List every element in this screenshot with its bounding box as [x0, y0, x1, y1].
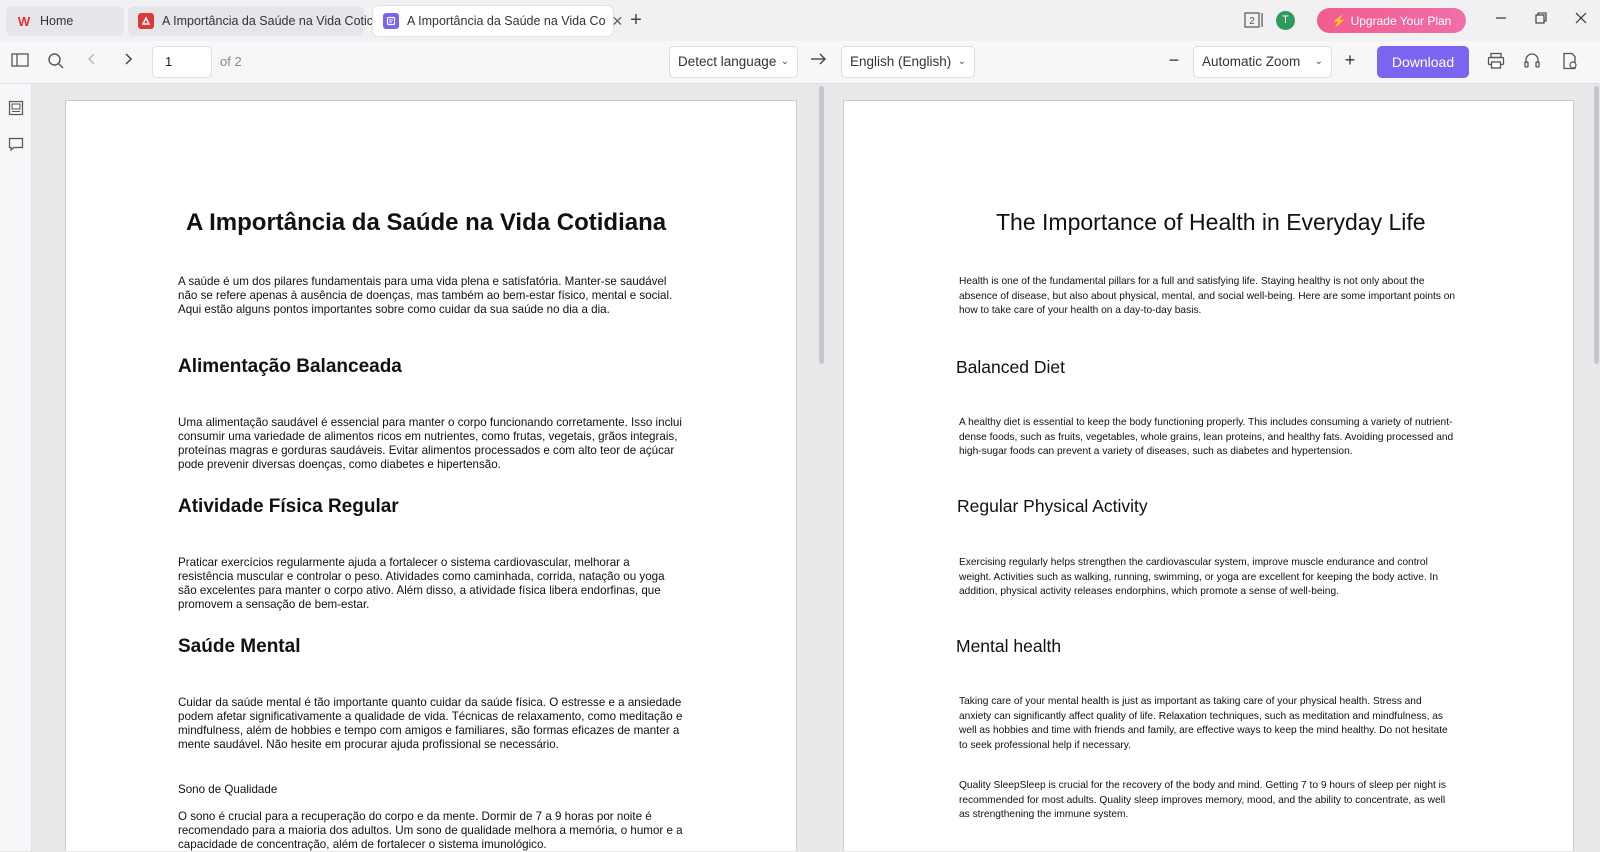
section-heading: Atividade Física Regular [178, 496, 399, 517]
pdf-icon [138, 13, 154, 29]
left-rail [0, 84, 32, 851]
section-paragraph: A healthy diet is essential to keep the body functioning properly. This includes consuming a variety of nutrient-dense foods, such as fruits, vegetables, whole grains, lean proteins, and healthy fats. Avoiding processed and high-sugar foods can prevent a variety of diseases, such as diabetes and hypertension. [959, 417, 1454, 457]
next-page-icon[interactable] [118, 52, 138, 72]
zoom-value: Automatic Zoom [1202, 54, 1301, 69]
chevron-down-icon: ⌄ [957, 56, 966, 67]
lightning-icon: ⚡ [1331, 13, 1347, 28]
zoom-in-button[interactable]: + [1344, 50, 1356, 70]
tab-label: A Importância da Saúde na Vida Cotic [162, 14, 374, 28]
print-icon[interactable] [1486, 52, 1506, 72]
comment-icon[interactable] [8, 136, 24, 152]
section-heading: Regular Physical Activity [957, 496, 1148, 516]
intro-paragraph: Health is one of the fundamental pillars for a full and satisfying life. Staying healthy is not only about the absence of disease, but also about physical, mental, and social well-being. Here are some important points on how to take care of your health on a day-to-day basis. [959, 276, 1456, 316]
page-badge-number: 2 [1249, 16, 1255, 27]
intro-paragraph: A saúde é um dos pilares fundamentais para uma vida plena e satisfatória. Manter-se saudável não se refere apenas à ausência de doenças, mas também ao bem-estar físico, mental e social. Aqui estão alguns pontos importantes sobre como cuidar da sua saúde no dia a dia. [178, 275, 673, 316]
source-language-value: Detect language [678, 54, 777, 69]
upgrade-plan-button[interactable] [1317, 8, 1466, 33]
translate-doc-icon [383, 13, 399, 29]
sidebar-toggle-icon[interactable] [10, 52, 30, 72]
section-paragraph: Praticar exercícios regularmente ajuda a fortalecer o sistema cardiovascular, melhorar a resistência muscular e controlar o peso. Atividades como caminhada, corrida, natação ou yoga são excelentes para manter o corpo ativo. Além disso, a atividade física libera endorfinas, que promovem a sensação de bem-estar. [178, 556, 665, 611]
left-scrollbar[interactable] [819, 86, 824, 364]
section-paragraph: Uma alimentação saudável é essencial para manter o corpo funcionando corretamente. Isso inclui consumir uma variedade de alimentos ricos em nutrientes, como frutas, vegetais, grãos integrais, proteínas magras e gorduras saudáveis. Evitar alimentos processados e com alto teor de açúcar pode prevenir diversas doenças, como diabetes e hipertensão. [178, 416, 682, 471]
section-heading: Alimentação Balanceada [178, 356, 402, 377]
avatar[interactable]: T [1276, 11, 1295, 30]
tab-label: A Importância da Saúde na Vida Co [407, 14, 606, 28]
sleep-paragraph: O sono é crucial para a recuperação do corpo e da mente. Dormir de 7 a 9 horas por noite é recomendado para a maioria dos adultos. Um sono de qualidade melhora a memória, o humor e a capacidade de concentração, além de fortalecer o sistema imunológico. [178, 810, 683, 851]
page-total: of 2 [220, 54, 242, 69]
source-language-select[interactable] [669, 46, 798, 78]
close-window-icon[interactable] [1571, 10, 1591, 30]
tab-original-document[interactable] [128, 6, 374, 36]
translated-document-page [843, 100, 1574, 851]
document-settings-icon[interactable] [1560, 52, 1580, 72]
search-icon[interactable] [46, 52, 66, 72]
document-title: The Importance of Health in Everyday Life [996, 209, 1426, 235]
chevron-down-icon: ⌄ [1314, 56, 1323, 67]
original-document-page [65, 100, 797, 851]
section-heading: Mental health [956, 636, 1062, 656]
document-title: A Importância da Saúde na Vida Cotidiana [186, 209, 667, 236]
restore-icon[interactable] [1531, 10, 1551, 30]
tab-home[interactable] [6, 6, 124, 36]
zoom-out-button[interactable]: − [1168, 50, 1180, 70]
wps-logo-icon: W [17, 13, 31, 29]
close-tab-icon[interactable]: ✕ [611, 12, 624, 29]
download-button[interactable]: Download [1377, 46, 1469, 78]
tab-label: Home [40, 14, 74, 28]
section-paragraph: Taking care of your mental health is just as important as taking care of your physical health. Stress and anxiety can significantly affect quality of life. Relaxation techniques, such as meditation and mindfulness, as well as hobbies and time with friends and family, are effective ways to keep the mind healthy. Do not hesitate to seek professional help if necessary. [959, 696, 1448, 751]
chevron-down-icon: ⌄ [780, 56, 789, 67]
tab-bar [0, 0, 1600, 41]
zoom-select[interactable] [1193, 46, 1332, 78]
new-tab-icon[interactable]: + [630, 9, 642, 31]
sleep-paragraph: Quality SleepSleep is crucial for the recovery of the body and mind. Getting 7 to 9 hours of sleep per night is recommended for most adults. Quality sleep improves memory, mood, and the ability to concentrate, as well as strengthening the immune system. [959, 780, 1447, 820]
section-paragraph: Exercising regularly helps strengthen the cardiovascular system, improve muscle endurance and control weight. Activities such as walking, running, swimming, or yoga are excellent for keeping the body active. In addition, physical activity releases endorphins, which promote a sense of well-being. [959, 557, 1439, 597]
right-scrollbar[interactable] [1594, 86, 1599, 364]
viewer-toolbar [0, 41, 1600, 84]
section-heading: Balanced Diet [956, 357, 1065, 377]
sleep-heading: Sono de Qualidade [178, 783, 278, 796]
target-language-select[interactable] [841, 46, 975, 78]
tab-translated-document[interactable] [373, 6, 624, 36]
upgrade-plan-label: Upgrade Your Plan [1350, 13, 1452, 28]
minimize-icon[interactable] [1491, 10, 1511, 30]
page-number-input[interactable]: 1 [152, 46, 212, 78]
thumbnails-icon[interactable] [8, 100, 24, 116]
support-headset-icon[interactable] [1522, 52, 1542, 72]
section-paragraph: Cuidar da saúde mental é tão importante quanto cuidar da saúde física. O estresse e a ansiedade podem afetar significativamente a qualidade de vida. Técnicas de relaxamento, como meditação e mindfulness, além de hobbies e tempo com amigos e familiares, são formas eficazes de manter a mente saudável. Não hesite em procurar ajuda profissional se necessário. [178, 696, 683, 751]
arrow-right-icon [810, 52, 828, 71]
section-heading: Saúde Mental [178, 636, 301, 657]
page-count-badge-icon[interactable] [1244, 11, 1266, 29]
previous-page-icon[interactable] [82, 52, 102, 72]
target-language-value: English (English) [850, 54, 952, 69]
